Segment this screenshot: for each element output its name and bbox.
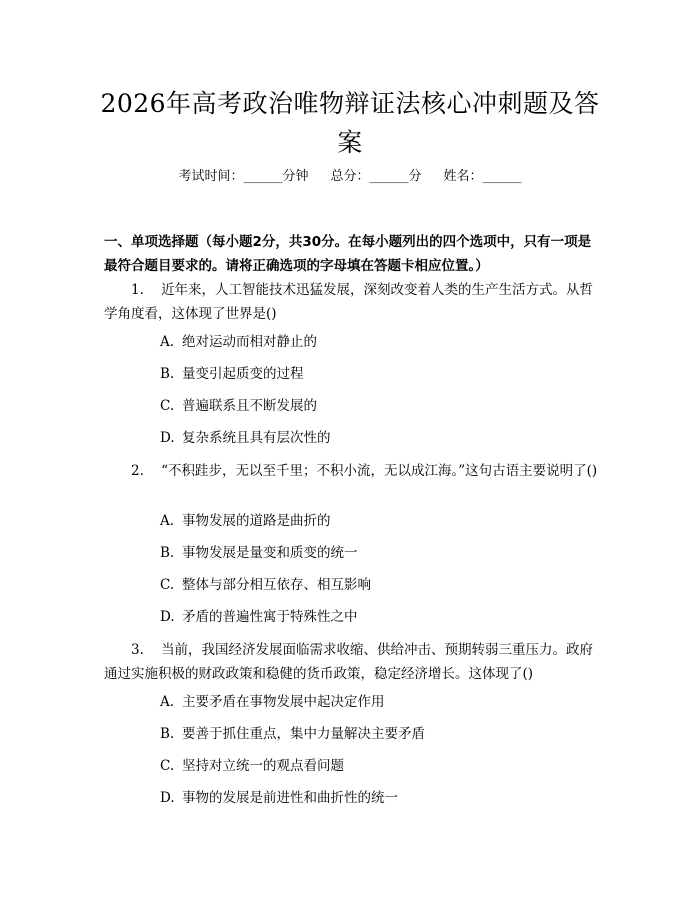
exam-info-line: [0, 167, 700, 187]
question-1-option-a: [160, 332, 600, 352]
option-letter: C.: [160, 398, 175, 414]
option-text: 整体与部分相互依存、相互影响: [182, 577, 371, 593]
question-3-option-b: [160, 724, 600, 744]
question-2-stem: [104, 459, 604, 483]
option-text: 事物发展是量变和质变的统一: [182, 545, 358, 561]
question-3-option-c: [160, 756, 600, 776]
option-text: 绝对运动而相对静止的: [182, 334, 317, 350]
option-letter: A.: [160, 334, 175, 350]
option-text: 事物发展的道路是曲折的: [182, 513, 331, 529]
option-letter: B.: [160, 545, 175, 561]
section-heading: 一、单项选择题（每小题2分，共30分。在每小题列出的四个选项中，只有一项是最符合题目要求的。请将正确选项的字母填在答题卡相应位置。）: [104, 234, 592, 274]
option-letter: C.: [160, 758, 175, 774]
option-text: 要善于抓住重点，集中力量解决主要矛盾: [182, 726, 425, 742]
question-text: 当前，我国经济发展面临需求收缩、供给冲击、预期转弱三重压力。政府通过实施积极的财政政策和稳健的货币政策，稳定经济增长。这体现了(): [104, 642, 594, 682]
exam-time-unit: 分钟: [282, 169, 309, 184]
question-2-option-d: [160, 607, 600, 627]
option-text: 复杂系统且具有层次性的: [182, 430, 331, 446]
question-1-stem: [104, 278, 604, 326]
option-letter: A.: [160, 694, 175, 710]
question-3-stem: [104, 638, 604, 686]
option-letter: B.: [160, 726, 175, 742]
question-1-option-c: [160, 396, 600, 416]
question-3-option-a: [160, 692, 600, 712]
option-text: 事物的发展是前进性和曲折性的统一: [182, 790, 398, 806]
question-text: “不积跬步，无以至千里；不积小流，无以成江海。”这句古语主要说明了(): [161, 463, 598, 479]
option-letter: C.: [160, 577, 175, 593]
total-score-label: 总分：: [330, 169, 370, 184]
student-name-blank: ______: [482, 169, 522, 184]
question-2-option-b: [160, 543, 600, 563]
option-text: 量变引起质变的过程: [182, 366, 304, 382]
option-text: 主要矛盾在事物发展中起决定作用: [182, 694, 385, 710]
option-text: 普遍联系且不断发展的: [182, 398, 317, 414]
question-2-option-c: [160, 575, 600, 595]
question-2-option-a: [160, 511, 600, 531]
question-3-option-d: [160, 788, 600, 808]
question-text: 近年来，人工智能技术迅猛发展，深刻改变着人类的生产生活方式。从哲学角度看，这体现了世界是(): [104, 282, 594, 322]
option-letter: D.: [160, 790, 175, 806]
option-letter: B.: [160, 366, 175, 382]
exam-time-label: 考试时间：: [178, 169, 244, 184]
question-1-option-b: [160, 364, 600, 384]
total-score-blank: ______: [369, 169, 409, 184]
total-score-unit: 分: [408, 169, 422, 184]
question-number: 3.: [131, 642, 144, 658]
student-name-label: 姓名：: [443, 169, 483, 184]
option-text: 坚持对立统一的观点看问题: [182, 758, 344, 774]
exam-time-blank: ______: [243, 169, 283, 184]
question-1-option-d: [160, 428, 600, 448]
option-letter: D.: [160, 609, 175, 625]
option-letter: A.: [160, 513, 175, 529]
option-letter: D.: [160, 430, 175, 446]
question-number: 1.: [131, 282, 144, 298]
document-title: 2026年高考政治唯物辩证法核心冲刺题及答案: [100, 89, 600, 157]
option-text: 矛盾的普遍性寓于特殊性之中: [182, 609, 358, 625]
question-number: 2.: [131, 463, 144, 479]
